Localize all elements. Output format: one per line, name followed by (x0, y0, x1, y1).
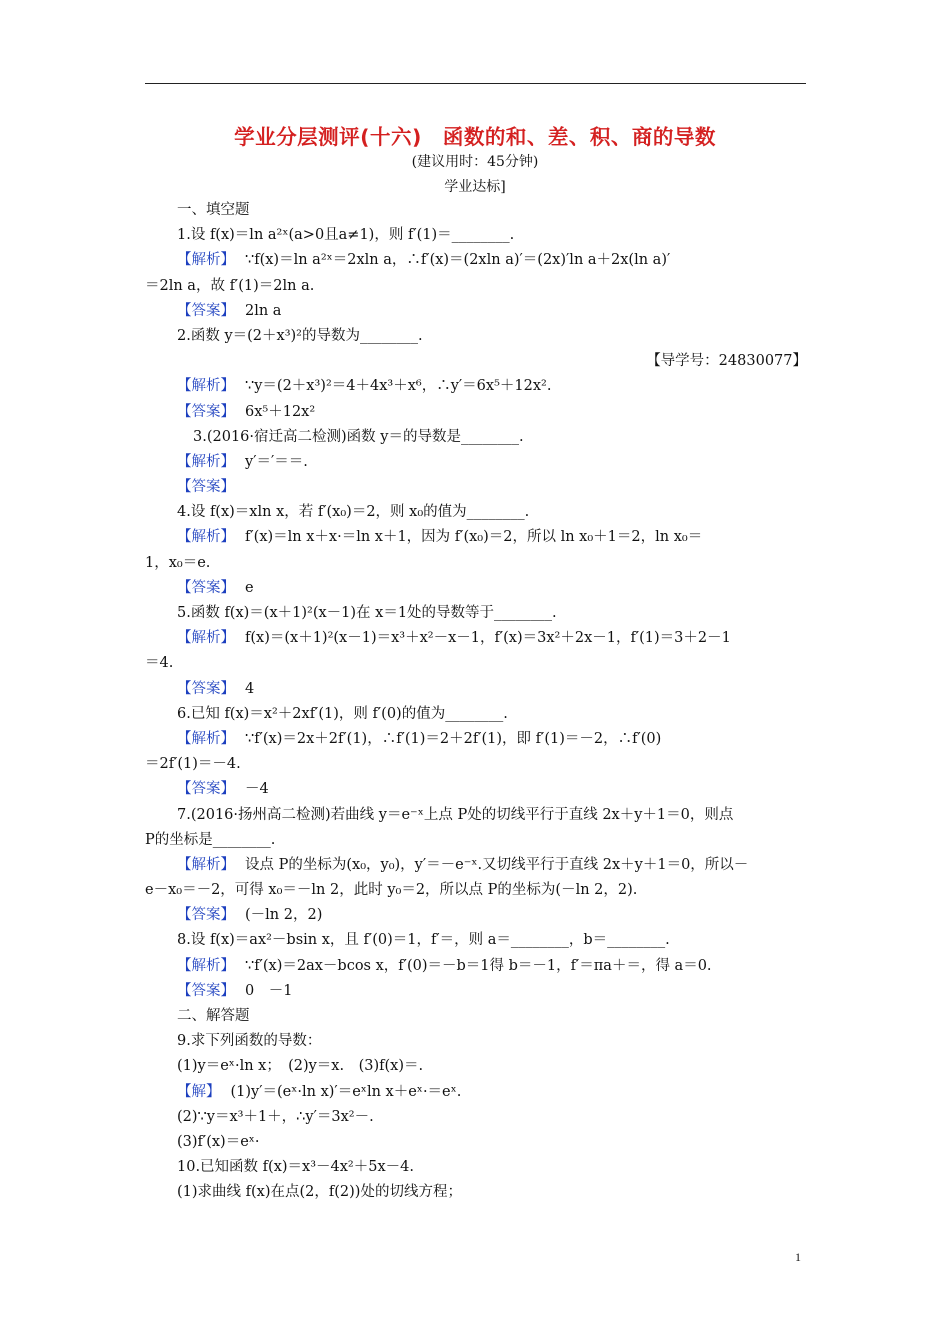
line-text: 4.设 f(x)＝xln x，若 f′(x₀)＝2，则 x₀的值为________. (177, 504, 530, 521)
header-rule (145, 83, 806, 84)
text-line (145, 198, 807, 223)
line-text: 1，x₀＝e. (145, 554, 211, 571)
text-line (145, 500, 807, 525)
exercise-body (145, 198, 807, 1206)
text-line (145, 752, 807, 777)
label-tag: 【答案】 (177, 781, 235, 798)
label-tag: 【解析】 (177, 957, 235, 974)
suggested-time: (建议用时：45分钟) (411, 154, 539, 170)
text-line (145, 1180, 807, 1205)
line-text: 6x⁵＋12x² (245, 403, 316, 420)
text-line (145, 878, 807, 903)
text-line (145, 274, 807, 299)
line-text: 一、填空题 (177, 202, 250, 218)
line-text: (1)求曲线 f(x)在点(2，f(2))处的切线方程； (177, 1184, 462, 1201)
label-tag: 【解析】 (177, 730, 235, 747)
label-tag: 【解析】 (177, 856, 235, 873)
line-text: 6.已知 f(x)＝x²＋2xf′(1)，则 f′(0)的值为________. (177, 705, 508, 722)
line-text: 5.函数 f(x)＝(x＋1)²(x－1)在 x＝1处的导数等于________. (177, 605, 557, 621)
text-line (145, 1105, 807, 1130)
text-line (145, 349, 807, 374)
line-text: P的坐标是________. (145, 831, 276, 848)
text-line (145, 828, 807, 853)
text-line (145, 979, 807, 1004)
text-line (145, 727, 807, 752)
line-text: 二、解答题 (177, 1008, 250, 1024)
text-line (145, 1054, 807, 1079)
text-line (145, 651, 807, 676)
text-line (145, 223, 807, 248)
text-line (145, 576, 807, 601)
line-text: －4 (245, 781, 269, 798)
label-tag: 【答案】 (177, 982, 235, 999)
line-text: ＝2f′(1)＝－4. (145, 756, 241, 773)
section-label: 学业达标] (444, 179, 506, 195)
page-title: 学业分层测评(十六) 函数的和、差、积、商的导数 (234, 125, 716, 149)
line-text: f(x)＝(x＋1)²(x－1)＝x³＋x²－x－1，f′(x)＝3x²＋2x－1，f′(1)＝3＋2－1 (245, 630, 731, 647)
line-text: ＝4. (145, 655, 174, 672)
line-text: 10.已知函数 f(x)＝x³－4x²＋5x－4. (177, 1159, 414, 1176)
line-text: 7.(2016·扬州高二检测)若曲线 y＝e⁻ˣ上点 P处的切线平行于直线 2x＋y＋1＝0，则点 (177, 806, 734, 823)
text-line (145, 601, 807, 626)
label-tag: 【答案】 (177, 907, 235, 924)
label-tag: 【解】 (177, 1083, 221, 1100)
text-line (145, 626, 807, 651)
line-text: 3.(2016·宿迁高二检测)函数 y＝的导数是________. (193, 428, 524, 445)
line-text: 1.设 f(x)＝ln a²ˣ(a>0且a≠1)，则 f′(1)＝________. (177, 227, 515, 244)
line-text: (1)y＝eˣ·ln x； (2)y＝x. (3)f(x)＝. (177, 1058, 424, 1075)
text-line (145, 551, 807, 576)
line-text: 设点 P的坐标为(x₀，y₀)，y′＝－e⁻ˣ.又切线平行于直线 2x＋y＋1＝0，所以－ (245, 856, 749, 873)
text-line (145, 1130, 807, 1155)
line-text: (－ln 2，2) (245, 907, 323, 924)
line-text: e (245, 579, 254, 596)
line-text: ∵f(x)＝ln a²ˣ＝2xln a，∴f′(x)＝(2xln a)′＝(2x)′ln a＋2x(ln a)′ (245, 252, 671, 269)
text-line (145, 803, 807, 828)
line-text: e－x₀＝－2，可得 x₀＝－ln 2，此时 y₀＝2，所以点 P的坐标为(－ln 2，2). (145, 882, 638, 899)
text-line (145, 1004, 807, 1029)
text-line (145, 903, 807, 928)
text-line (145, 248, 807, 273)
line-text: 0 －1 (245, 982, 293, 999)
text-line (145, 450, 807, 475)
label-tag: 【答案】 (177, 479, 235, 496)
text-line (145, 525, 807, 550)
label-tag: 【答案】 (177, 680, 235, 697)
line-text: y′＝′＝＝. (245, 453, 308, 470)
line-text: ∵y＝(2＋x³)²＝4＋4x³＋x⁶，∴y′＝6x⁵＋12x². (245, 378, 552, 395)
text-line (145, 702, 807, 727)
label-tag: 【解析】 (177, 529, 235, 546)
text-line (145, 324, 807, 349)
text-line (145, 299, 807, 324)
text-line (145, 475, 807, 500)
line-text: (3)f′(x)＝eˣ· (177, 1133, 260, 1150)
text-line (145, 677, 807, 702)
line-text: (2)∵y＝x³＋1＋，∴y′＝3x²－. (177, 1108, 374, 1125)
text-line (145, 1080, 807, 1105)
line-text: (1)y′＝(eˣ·ln x)′＝eˣln x＋eˣ·＝eˣ. (230, 1083, 462, 1100)
label-tag: 【解析】 (177, 252, 235, 269)
text-line (145, 374, 807, 399)
label-tag: 【答案】 (177, 579, 235, 596)
line-text: 8.设 f(x)＝ax²－bsin x，且 f′(0)＝1，f′＝，则 a＝________，b＝________. (177, 932, 670, 949)
text-line (145, 1155, 807, 1180)
line-text: 2.函数 y＝(2＋x³)²的导数为________. (177, 327, 423, 344)
line-text: ∵f′(x)＝2x＋2f′(1)，∴f′(1)＝2＋2f′(1)，即 f′(1)＝－2，∴f′(0) (245, 730, 662, 747)
line-text: ＝2ln a，故 f′(1)＝2ln a. (145, 277, 315, 294)
label-tag: 【解析】 (177, 378, 235, 395)
label-tag: 【解析】 (177, 630, 235, 647)
label-tag: 【答案】 (177, 403, 235, 420)
line-text: 9.求下列函数的导数： (177, 1033, 322, 1050)
label-tag: 【答案】 (177, 302, 235, 319)
text-line (145, 954, 807, 979)
line-text: 4 (245, 680, 255, 697)
text-line (145, 777, 807, 802)
text-line (145, 400, 807, 425)
text-line (145, 1029, 807, 1054)
text-line (145, 425, 807, 450)
line-text: f′(x)＝ln x＋x·＝ln x＋1，因为 f′(x₀)＝2，所以 ln x₀＋1＝2，ln x₀＝ (245, 529, 703, 546)
line-text: 【导学号：24830077】 (646, 353, 807, 370)
line-text: 2ln a (245, 302, 282, 319)
text-line (145, 853, 807, 878)
text-line (145, 928, 807, 953)
page-number: 1 (795, 1250, 801, 1264)
label-tag: 【解析】 (177, 453, 235, 470)
line-text: ∵f′(x)＝2ax－bcos x，f′(0)＝－b＝1得 b＝－1，f′＝πa＋＝，得 a＝0. (245, 957, 712, 974)
